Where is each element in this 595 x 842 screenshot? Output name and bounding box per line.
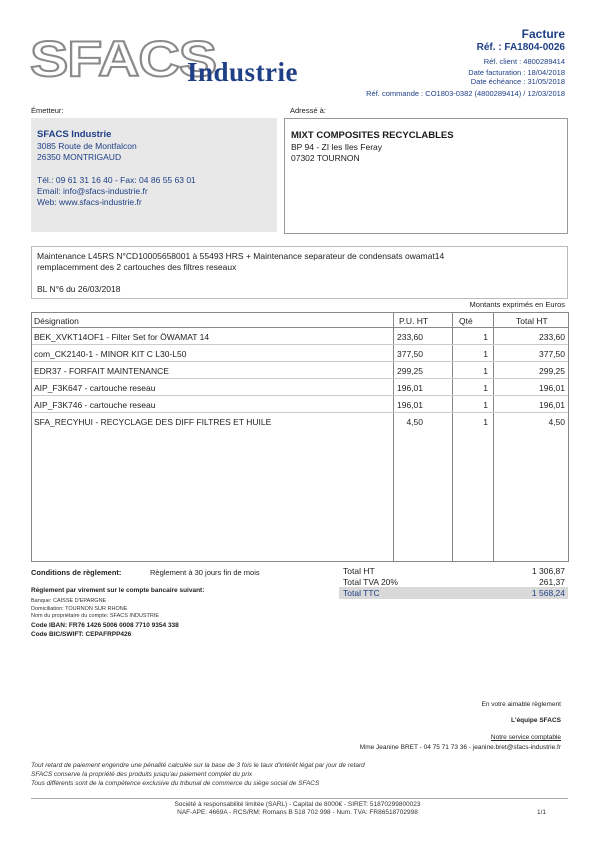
order-ref: Réf. commande : CO1803-0382 (4800289414) / 12/03/2018 [366, 89, 565, 98]
cell-total: 196,01 [539, 400, 565, 410]
description-line1: Maintenance L45RS N°CD10005658001 à 55493 HRS + Maintenance separateur de condensats owamat14 [37, 251, 445, 261]
bank-iban: Code IBAN: FR76 1426 5006 0008 7710 9354 338 [31, 622, 179, 629]
cell-qte: 1 [483, 349, 488, 359]
col-header-designation: Désignation [34, 316, 79, 326]
col-header-pu: P.U. HT [399, 316, 429, 326]
col-header-total: Total HT [516, 316, 548, 326]
cell-qte: 1 [483, 383, 488, 393]
legal-line2: SFACS conserve la propriété des produits jusqu'au paiement complet du prix [31, 771, 253, 778]
footer-divider [31, 798, 568, 799]
recipient-address1: BP 94 - ZI les Iles Feray [291, 142, 383, 152]
company-logo [30, 33, 315, 91]
total-ht-row [339, 566, 568, 576]
client-ref: Réf. client : 4800289414 [483, 57, 565, 66]
cell-total: 4,50 [548, 417, 565, 427]
logo-brand: SFACS [30, 31, 216, 87]
sender-name: SFACS Industrie [37, 129, 112, 140]
cell-designation: AIP_F3K746 - cartouche reseau [34, 400, 156, 410]
cell-total: 196,01 [539, 383, 565, 393]
total-ht-label: Total HT [343, 566, 375, 576]
legal-line1: Tout retard de paiement engendre une pénalité calculée sur la base de 3 fois le taux d'intérêt légal par jour de retard [31, 762, 365, 769]
cell-total: 233,60 [539, 332, 565, 342]
sender-web[interactable]: Web: www.sfacs-industrie.fr [37, 197, 142, 207]
bank-domiciliation: Domiciliation: TOURNON SUR RHONE [31, 606, 128, 612]
cell-designation: com_CK2140-1 - MINOR KIT C L30-L50 [34, 349, 187, 359]
payment-terms-label: Conditions de règlement: [31, 568, 122, 577]
cell-qte: 1 [483, 417, 488, 427]
table-row [32, 380, 568, 396]
sender-label: Émetteur: [31, 106, 64, 115]
cell-pu: 377,50 [397, 349, 423, 359]
totals-block [339, 566, 568, 599]
logo-suffix: Industrie [187, 57, 299, 87]
recipient-label: Adressé à: [290, 106, 326, 115]
cell-total: 377,50 [539, 349, 565, 359]
total-ttc-row [339, 587, 568, 599]
cell-designation: EDR37 - FORFAIT MAINTENANCE [34, 366, 169, 376]
signature-team: L'équipe SFACS [511, 717, 561, 724]
total-ttc-label: Total TTC [343, 588, 380, 598]
cell-pu: 196,01 [397, 383, 423, 393]
sender-phone: Tél.: 09 61 31 16 40 - Fax: 04 86 55 63 01 [37, 175, 196, 185]
items-table [31, 312, 569, 562]
cell-pu: 196,01 [397, 400, 423, 410]
total-tva-label: Total TVA 20% [343, 577, 398, 587]
table-row [32, 397, 568, 413]
invoice-title: Facture [521, 27, 565, 41]
due-date: Date échéance : 31/05/2018 [470, 77, 565, 86]
cell-designation: SFA_RECYHUI - RECYCLAGE DES DIFF FILTRES ET HUILE [34, 417, 272, 427]
cell-pu: 233,60 [397, 332, 423, 342]
table-row [32, 414, 568, 430]
payment-terms-value: Règlement à 30 jours fin de mois [150, 568, 260, 577]
table-row [32, 329, 568, 345]
bank-bic: Code BIC/SWIFT: CEPAFRPP426 [31, 631, 132, 638]
signature-greeting: En votre aimable règlement [481, 701, 561, 708]
table-row [32, 346, 568, 362]
cell-qte: 1 [483, 400, 488, 410]
recipient-box [284, 118, 568, 234]
footer-registration: NAF-APE: 4669A - RCS/RM: Romans B 518 702 998 - Num. TVA: FR86518702998 [177, 809, 418, 816]
currency-note: Montants exprimés en Euros [469, 300, 565, 309]
footer-company-info: Société à responsabilité limitée (SARL) - Capital de 8000€ - SIRET: 51870299800023 [174, 801, 421, 808]
bank-name: Banque: CAISSE D'EPARGNE [31, 598, 107, 604]
bank-owner: Nom du propriétaire du compte: SFACS INDUSTRIE [31, 613, 160, 619]
invoice-ref: Réf. : FA1804-0026 [476, 42, 565, 53]
sender-box [31, 118, 277, 232]
cell-qte: 1 [483, 366, 488, 376]
signature-contact: Mme Jeanine BRET - 04 75 71 73 36 - jeanine.bret@sfacs-industrie.fr [359, 744, 561, 751]
cell-total: 299,25 [539, 366, 565, 376]
header-divider [32, 327, 568, 328]
delivery-note: BL N°6 du 26/03/2018 [37, 284, 121, 294]
recipient-address2: 07302 TOURNON [291, 153, 360, 163]
page-number: 1/1 [536, 809, 546, 816]
description-box [31, 246, 568, 299]
total-tva-value: 261,37 [539, 577, 565, 587]
sender-address1: 3085 Route de Montfalcon [37, 141, 137, 151]
table-row [32, 363, 568, 379]
sender-email[interactable]: Email: info@sfacs-industrie.fr [37, 186, 148, 196]
total-ht-value: 1 306,87 [531, 566, 565, 576]
signature-service: Notre service comptable [490, 734, 561, 741]
cell-designation: BEK_XVKT14OF1 - Filter Set for ÖWAMAT 14 [34, 332, 210, 342]
cell-designation: AIP_F3K647 - cartouche reseau [34, 383, 156, 393]
bank-transfer-title: Règlement par virement sur le compte bancaire suivant: [31, 587, 205, 594]
recipient-name: MIXT COMPOSITES RECYCLABLES [291, 130, 454, 141]
col-header-qte: Qté [459, 316, 473, 326]
sender-address2: 26350 MONTRIGAUD [37, 152, 122, 162]
invoice-date: Date facturation : 18/04/2018 [468, 68, 565, 77]
cell-pu: 4,50 [406, 417, 423, 427]
description-line2: remplacemment des 2 cartouches des filtres reseaux [37, 262, 237, 272]
cell-qte: 1 [483, 332, 488, 342]
total-tva-row [339, 577, 568, 587]
total-ttc-value: 1 568,24 [531, 588, 565, 598]
legal-line3: Tous différents sont de la compétence exclusive du tribunal de commerce du siège social de SFACS [31, 780, 320, 787]
cell-pu: 299,25 [397, 366, 423, 376]
